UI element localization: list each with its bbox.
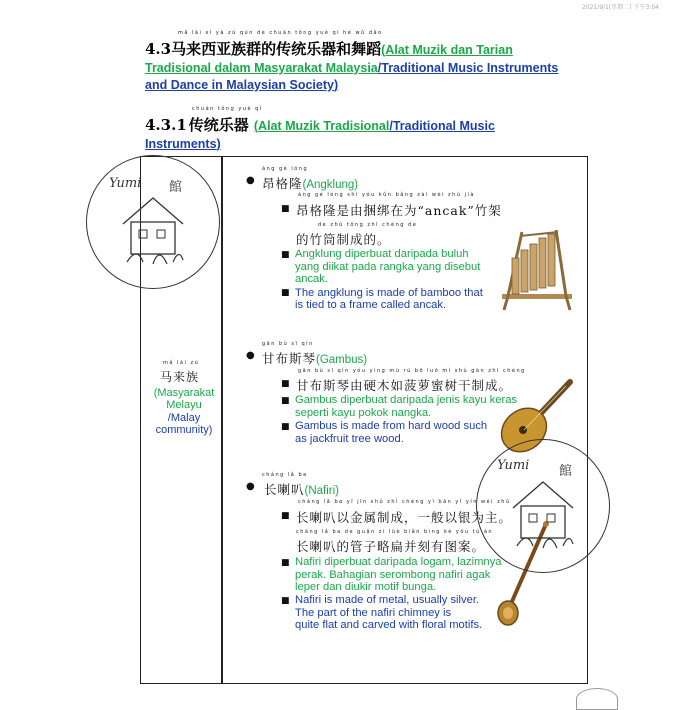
- nafiri-desc-pinyin: cháng lǎ ba yǐ jīn shǔ zhì chéng yì bān yǐ yín wéi zhǔ: [298, 499, 511, 505]
- gambus-english-1: Gambus is made from hard wood such: [295, 420, 488, 432]
- section-43-english-1: Traditional Music Instruments: [381, 61, 559, 75]
- section-43-english-2: and Dance in Malaysian Society: [145, 78, 334, 92]
- nafiri-malay-2: perak. Bahagian serombong nafiri agak: [295, 569, 491, 581]
- square-bullet-icon: ■: [281, 396, 290, 406]
- section-43-pinyin: mǎ lái xī yà zú qún de chuán tǒng yuè qì hé wǔ dǎo: [178, 30, 383, 36]
- nafiri-name-cn: 长喇叭: [264, 482, 305, 497]
- corner-note: 2021/9/1(星期二) 下午3:04: [581, 4, 659, 11]
- angklung-name-malay: (Angklung): [302, 179, 359, 191]
- nafiri-malay-1: Nafiri diperbuat daripada logam, lazimnya: [295, 556, 502, 568]
- gambus-desc-pinyin: gān bù sī qín yóu yìng mù rú bō luó mì shù gàn zhì chéng: [298, 368, 526, 374]
- gambus-name-cn: 甘布斯琴: [262, 351, 317, 366]
- angklung-english-2: is tied to a frame called ancak.: [295, 299, 447, 311]
- row-label-cn: 马来族: [160, 370, 200, 384]
- house-stamp-icon: [86, 155, 220, 289]
- angklung-desc-pinyin-2: de zhú tǒng zhì chéng de: [318, 222, 418, 228]
- gambus-name: [262, 348, 367, 367]
- partial-stamp-edge: [576, 688, 618, 710]
- nafiri-name-pinyin: cháng lǎ ba: [262, 472, 308, 478]
- nafiri-name-malay: (Nafiri): [304, 485, 340, 497]
- angklung-name-pinyin: áng gé lóng: [262, 166, 309, 172]
- nafiri-desc-cn-2: 长喇叭的管子略扁并刻有图案。: [296, 539, 486, 554]
- stamp-text-2: 館: [559, 464, 573, 479]
- square-bullet-icon: ■: [281, 511, 290, 521]
- house-icon: [507, 470, 579, 550]
- angklung-name: [262, 173, 358, 192]
- section-43-malay-1: Alat Muzik dan Tarian: [385, 43, 513, 57]
- nafiri-desc-pinyin-2: cháng lǎ ba de guǎn zi lüè biǎn bìng kè yǒu tú àn: [296, 529, 494, 535]
- square-bullet-icon: ■: [281, 558, 290, 568]
- house-icon: [117, 186, 189, 266]
- section-43-line3: and Dance in Malaysian Society): [145, 78, 339, 92]
- nafiri-desc-cn-1: 长喇叭以金属制成，一般以银为主。: [296, 510, 513, 525]
- section-43-number: 4.3: [145, 40, 172, 58]
- nafiri-english-1: Nafiri is made of metal, usually silver.: [295, 594, 480, 606]
- row-label-pinyin: mǎ lái zú: [163, 360, 200, 366]
- angklung-malay-1: Angklung diperbuat daripada buluh: [295, 248, 469, 260]
- angklung-english-1: The angklung is made of bamboo that: [295, 287, 483, 299]
- section-43-title-cn: 马来西亚族群的传统乐器和舞蹈: [171, 40, 382, 58]
- section-431-heading: 4.3.1 传统乐器 (Alat Muzik Tradisional/Traditional Music: [145, 116, 495, 134]
- section-43-malay-2: Tradisional dalam Masyarakat Malaysia: [145, 61, 378, 75]
- square-bullet-icon: ■: [281, 250, 290, 260]
- nafiri-english-3: quite flat and carved with floral motifs.: [295, 619, 483, 631]
- gambus-malay-1: Gambus diperbuat daripada jenis kayu keras: [295, 394, 518, 406]
- section-431-number: 4.3.1: [145, 116, 187, 134]
- nafiri-english-2: The part of the nafiri chimney is: [295, 607, 452, 619]
- section-431-line2: Instruments): [145, 137, 221, 151]
- angklung-desc-cn-2: 的竹筒制成的。: [296, 232, 391, 247]
- house-stamp-icon: [476, 439, 610, 573]
- angklung-malay-2: yang diikat pada rangka yang disebut: [295, 261, 481, 273]
- section-431-title-cn: 传统乐器: [188, 116, 249, 134]
- section-43-heading: 4.3马来西亚族群的传统乐器和舞蹈(Alat Muzik dan Tarian: [145, 40, 513, 58]
- angklung-image: [500, 222, 576, 312]
- square-bullet-icon: ■: [281, 204, 290, 214]
- bullet-icon: ●: [246, 481, 255, 492]
- square-bullet-icon: ■: [281, 379, 290, 389]
- gambus-malay-2: seperti kayu pokok nangka.: [295, 407, 432, 419]
- section-431-english-2: Instruments: [145, 137, 217, 151]
- square-bullet-icon: ■: [281, 288, 290, 298]
- section-431-malay: Alat Muzik Tradisional: [258, 119, 390, 133]
- angklung-name-cn: 昂格隆: [262, 176, 303, 191]
- stamp-text-2: 館: [169, 180, 183, 195]
- bullet-icon: ●: [246, 350, 255, 361]
- gambus-english-2: as jackfruit tree wood.: [295, 433, 404, 445]
- angklung-desc-cn-1: 昂格隆是由捆绑在为“ancak”竹架: [296, 203, 502, 218]
- section-43-line2: Tradisional dalam Masyarakat Malaysia/Traditional Music Instruments: [145, 61, 559, 75]
- section-431-pinyin: chuán tǒng yuè qì: [192, 106, 263, 112]
- stamp-text-1: Yumi: [497, 458, 530, 473]
- row-label-english: /Malay community): [155, 412, 213, 436]
- square-bullet-icon: ■: [281, 596, 290, 606]
- nafiri-malay-3: leper dan diukir motif bunga.: [295, 581, 437, 593]
- row-label-malay: (Masyarakat Melayu: [153, 387, 215, 411]
- square-bullet-icon: ■: [281, 422, 290, 432]
- gambus-desc-cn-1: 甘布斯琴由硬木如菠萝蜜树干制成。: [296, 378, 513, 393]
- gambus-name-malay: (Gambus): [316, 354, 368, 366]
- stamp-text-1: Yumi: [109, 176, 142, 191]
- section-431-english-1: Traditional Music: [392, 119, 495, 133]
- angklung-desc-pinyin: áng gé lóng shì yóu kǔn bǎng zài wèi zhú jià: [298, 192, 475, 198]
- nafiri-name: [264, 479, 339, 498]
- gambus-name-pinyin: gān bù sī qín: [262, 341, 314, 347]
- bullet-icon: ●: [246, 175, 255, 186]
- angklung-malay-3: ancak.: [295, 273, 328, 285]
